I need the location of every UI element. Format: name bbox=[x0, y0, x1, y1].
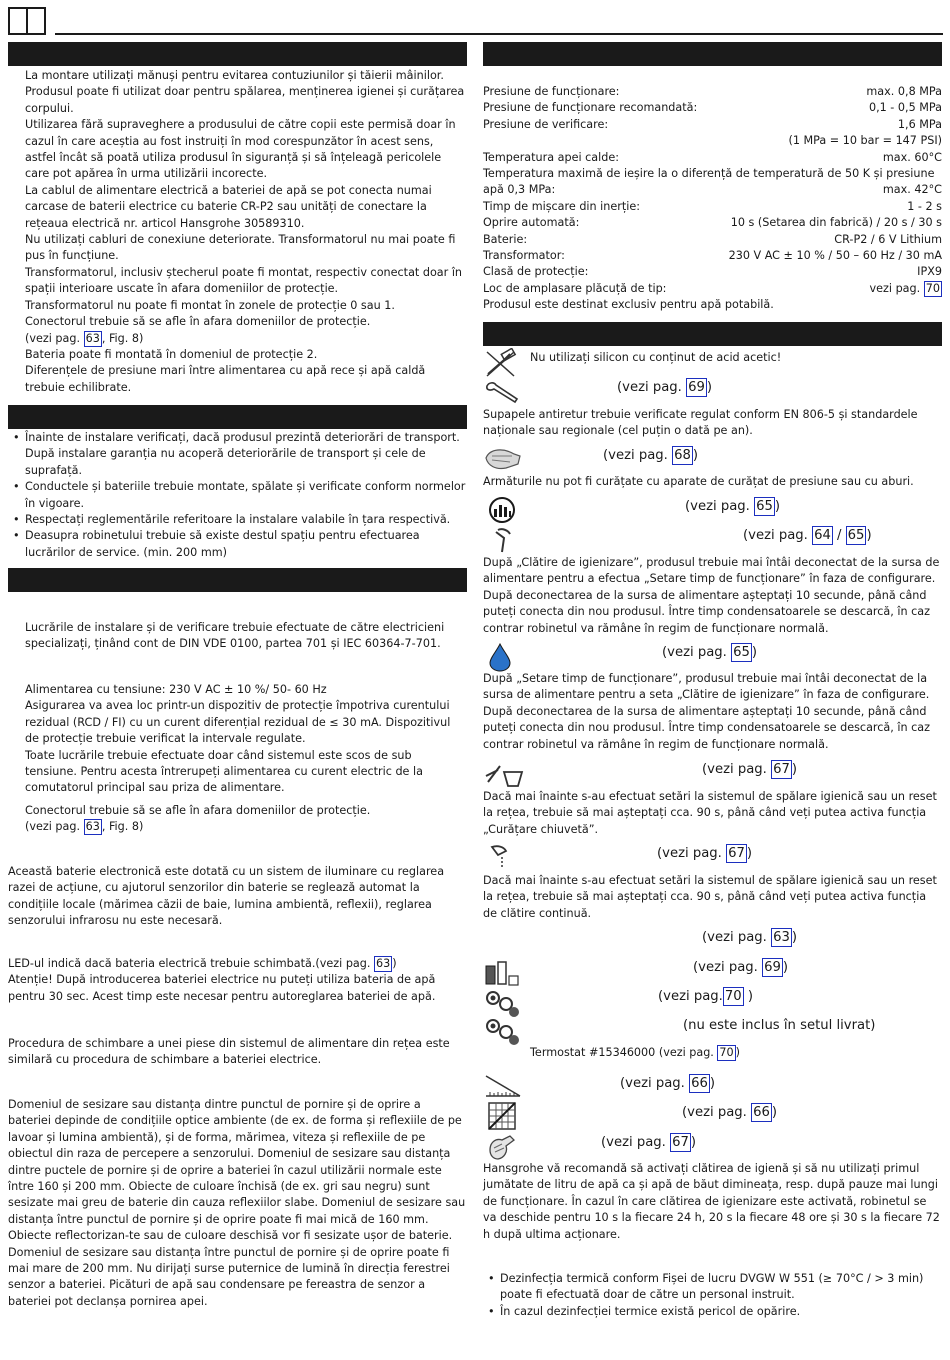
hansgrohe-recommendation: Hansgrohe vă recomandă să activați clătirea de igienă și să nu utilizați primul jumătate de litru de apă ca și apă de băut dimineața, resp. după pauze mai lungi de funcționare. În cazul în care clătirea de igienizare este activată, robinetul se va deschide pentru 10 s la fiecare 24 h, 20 s la fiecare 48 ore și 30 s la fiecare 72 h după ultima acționare. bbox=[483, 1162, 940, 1241]
safety-line: Produsul poate fi utilizat doar pentru spălarea, menținerea igienei și curățarea corpului. bbox=[25, 85, 465, 115]
page-link[interactable]: 63 bbox=[773, 930, 790, 945]
safety-line: Conectorul trebuie să se afle în afara domeniilor de protecție. bbox=[25, 315, 371, 329]
silicone-gun-icon bbox=[484, 348, 518, 378]
sensor-range-icon bbox=[484, 1074, 522, 1098]
page-link[interactable]: 67 bbox=[672, 1135, 689, 1150]
page-link[interactable]: 65 bbox=[756, 499, 773, 514]
page-ref-sink: (vezi pag. 67 ) bbox=[702, 762, 797, 777]
page-ref-b: (vezi pag. 69 ) bbox=[693, 960, 788, 975]
spec-row: Timp de mișcare din inerție: 1 - 2 s bbox=[483, 199, 942, 213]
safety-line: Nu utilizați cabluri de conexiune deteriorate. Transformatorul nu mai poate fi pus în funcțiune. bbox=[25, 233, 456, 263]
spec-row: Transformator: 230 V AC ± 10 % / 50 – 60 Hz / 30 mA bbox=[483, 248, 942, 262]
page-link[interactable]: 66 bbox=[691, 1076, 708, 1091]
spec-row: Presiune de funcționare: max. 0,8 MPa bbox=[483, 85, 942, 98]
fittings-icon bbox=[484, 990, 524, 1018]
safety-line: Utilizarea fără supraveghere a produsului de către copii este permisă doar în cazul în care aceștia au fost instruiți în mod corespunzător în acest sens, astfel încât să poată utiliza produsul în siguranță și să înțeleagă pericolele care pot apărea în urma utilizării incorecte. bbox=[25, 118, 456, 181]
not-included-note: (nu este inclus în setul livrat) bbox=[683, 1018, 876, 1033]
safety-line: Transformatorul nu poate fi montat în zonele de protecție 0 sau 1. bbox=[25, 298, 395, 312]
page-ref-e: (vezi pag. 66 ) bbox=[682, 1105, 777, 1120]
backflow-text: Supapele antiretur trebuie verificate regulat conform EN 806-5 și standardele naționale sau regionale (cel puțin o dată pe an). bbox=[483, 408, 918, 438]
page-link[interactable]: 63 bbox=[376, 957, 391, 970]
page-ref-hygiene: (vezi pag. 65 ) bbox=[685, 499, 780, 514]
page-link[interactable]: 66 bbox=[753, 1105, 770, 1120]
battery-replace-icon bbox=[484, 960, 520, 988]
water-drop-icon bbox=[488, 642, 512, 672]
bullet-item: • Respectați reglementările referitoare la instalare valabile în țara respectivă. bbox=[8, 512, 467, 528]
cleaning-hand-icon bbox=[484, 444, 522, 472]
spec-row: Baterie: CR-P2 / 6 V Lithium bbox=[483, 232, 942, 246]
spec-row-plate: Loc de amplasare plăcuță de tip: vezi pag. 70 bbox=[483, 281, 940, 295]
page-link[interactable]: 67 bbox=[773, 762, 790, 777]
page-link[interactable]: 63 bbox=[85, 331, 100, 345]
electrical-line: Toate lucrările trebuie efectuate doar când sistemul este scos de sub tensiune. Pentru acesta întrerupeți alimentarea cu curent electric de la comutatorul principal sau priza de alimentare. bbox=[25, 748, 423, 795]
drop-text: După „Setare timp de funcționare”, produsul trebuie mai întâi deconectat de la sursa de alimentare pentru a seta „Clătire de igienizare” în faza de configurare. După deconectarea de la sursa de alimentare așteptați 10 secunde, până când puteți conecta din nou produsul. Între timp condensatoarele se descarcă, în caz contrar robinetul va rămâne în regim de funcționare normală. bbox=[483, 672, 931, 751]
page-ref-f: (vezi pag. 67 ) bbox=[601, 1135, 696, 1150]
page-link[interactable]: 65 bbox=[733, 645, 750, 660]
wrench-icon bbox=[484, 380, 520, 404]
section-header-electrical bbox=[8, 568, 467, 592]
open-book-icon bbox=[8, 7, 46, 35]
page-link[interactable]: 70 bbox=[724, 989, 742, 1004]
spec-row: Presiune de funcționare recomandată: 0,1 - 0,5 MPa bbox=[483, 101, 942, 115]
bullet-item: • În cazul dezinfecției termice există pericol de opărire. bbox=[483, 1304, 942, 1320]
page-link[interactable]: 68 bbox=[674, 448, 691, 463]
bullet-item: • Conductele și bateriile trebuie montate, spălate și verificate conform normelor în vigoare. bbox=[8, 479, 467, 512]
page-link[interactable]: 65 bbox=[847, 528, 865, 543]
spec-row: Clasă de protecție: IPX9 bbox=[483, 265, 942, 279]
hand-sensor-icon bbox=[486, 1132, 518, 1162]
header-rule bbox=[55, 33, 943, 35]
faucet-sensor-icon bbox=[492, 526, 514, 554]
safety-instructions bbox=[25, 68, 467, 396]
safety-line: Transformatorul, inclusiv ștecherul poate fi montat, respectiv conectat doar în spații interioare uscate în afara domeniilor de protecție. bbox=[25, 265, 463, 296]
page-ref-d: (vezi pag. 66 ) bbox=[620, 1076, 715, 1091]
safety-line: La cablul de alimentare electrică a bateriei de apă se pot conecta numai carcase de baterii electrice cu baterie CR-P2 sau unități de conectare la rețeaua electrică nr. articol Hansgrohe 30589310. bbox=[25, 183, 432, 230]
runtime-text: După „Clătire de igienizare”, produsul trebuie mai întâi deconectat de la sursa de alimentare pentru a efectua „Setare timp de funcționare” în faza de configurare. După deconectarea de la sursa de alimentare așteptați 10 secunde, până când puteți conecta din nou produsul. Între timp condensatoarele se descarcă, în caz contrar robinetul va rămâne în regim de funcționare normală. bbox=[483, 556, 940, 635]
thermostat-line: Termostat #15346000 (vezi pag. 70 ) bbox=[530, 1046, 741, 1059]
page-ref-a: (vezi pag. 63 ) bbox=[702, 930, 797, 945]
thermostat-fittings-icon bbox=[484, 1018, 524, 1046]
bullet-item: • Înainte de instalare verificați, dacă produsul prezintă deteriorări de transport. După instalare garanția nu acoperă deteriorările de transport și cele de suprafață. bbox=[8, 430, 467, 479]
page-link[interactable]: 69 bbox=[688, 380, 705, 395]
electrical-details bbox=[25, 682, 467, 797]
bullet-item: • Dezinfecția termică conform Fișei de lucru DVGW W 551 (≥ 70°C / > 3 min) poate fi efectuată doar de către un personal instruit. bbox=[483, 1271, 942, 1304]
disinfection-bullets bbox=[483, 1271, 942, 1320]
replace-text: Procedura de schimbare a unei piese din sistemul de alimentare din rețea este similară cu procedura de schimbare a bateriei electrice. bbox=[8, 1037, 450, 1067]
page-link[interactable]: 70 bbox=[719, 1046, 734, 1059]
page-ref-c: (vezi pag. 70 ) bbox=[658, 989, 753, 1004]
electrical-intro: Lucrările de instalare și de verificare trebuie efectuate de către electricieni specializați, ținând cont de DIN VDE 0100, partea 701 și IEC 60364-7-701. bbox=[25, 621, 445, 651]
page-ref-flow: (vezi pag. 67 ) bbox=[657, 846, 752, 861]
flow-text: Dacă mai înainte s-au efectuat setări la sistemul de spălare igienică sau un reset la rețea, trebuie să mai așteptați cca. 90 s, până când veți putea activa funcția de clătire continuă. bbox=[483, 874, 937, 920]
sink-cleaning-icon bbox=[484, 762, 524, 788]
silicone-warning: Nu utilizați silicon cu conținut de acid acetic! bbox=[530, 351, 782, 364]
sensing-text: Domeniul de sesizare sau distanța dintre punctul de pornire și de oprire a bateriei depinde de condițiile optice ambiente (de ex. de forma și reflexiile de pe lavoar și lumina ambientă), și de forma, mărimea, viteza și reflexiile de pe obiectul din raza de percepere a senzorului. Domeniul de sesizare sau distanța dintre puctele de pornire și de oprire a bateriei în cazul utilizării normale este între 160 și 200 mm. Obiecte de culoare închisă (de ex. gri sau negru) sunt sesizate mai greu de baterie din cauza reflexiilor slabe. Domeniul de sesizare sau distanța între punctul de pornire și de oprire poate fi mai mică de 160 mm. Obiecte reflectorizan-te sau de culoare deschisă vor fi sesizate ușor de baterie. Domeniul de sesizare sau distanța între punctul de pornire și de oprire poate fi mai mare de 200 mm. Nu dirijați surse puternice de lumină în direcția ferestrei senzor a bateriei. Picături de apă sau condensare pe fereastra de senzor a bateriei pot declanșa pornirea apei. bbox=[8, 1098, 466, 1308]
page-link[interactable]: 67 bbox=[728, 846, 745, 861]
grid-sensor-icon bbox=[488, 1102, 516, 1130]
technical-specs bbox=[483, 84, 942, 313]
page-link[interactable]: 63 bbox=[85, 820, 100, 834]
safety-line: Bateria poate fi montată în domeniul de protecție 2. bbox=[25, 347, 318, 361]
sink-text: Dacă mai înainte s-au efectuat setări la sistemul de spălare igienică sau un reset la rețea, trebuie să mai așteptați cca. 90 s, până când veți putea activa funcția „Curățare chiuvetă”. bbox=[483, 790, 937, 836]
spec-row-potable: Produsul este destinat exclusiv pentru apă potabilă. bbox=[483, 298, 774, 312]
safety-page-ref: (vezi pag. 63 , Fig. 8) bbox=[25, 331, 144, 345]
page-ref-wrench: (vezi pag. 69 ) bbox=[617, 380, 712, 395]
electrical-connector: Conectorul trebuie să se afle în afara domeniilor de protecție. (vezi pag. 63 , Fig. 8) bbox=[25, 803, 467, 836]
spec-row: Temperatura maximă de ieșire la o diferență de temperatură de 50 K și presiune bbox=[483, 166, 935, 180]
continuous-flow-icon bbox=[488, 843, 512, 871]
led-line: LED-ul indică dacă bateria electrică trebuie schimbată.(vezi pag. 63 ) bbox=[8, 957, 397, 970]
spec-row: (1 MPa = 10 bar = 147 PSI) bbox=[788, 134, 942, 148]
pressure-cleaner-text: Armăturile nu pot fi curățate cu aparate de curățat de presiune sau cu aburi. bbox=[483, 475, 914, 488]
page-ref-runtime: (vezi pag. 64 / 65 ) bbox=[743, 528, 872, 543]
electrical-line: Asigurarea va avea loc printr-un dispozitiv de protecție împotriva curentului rezidual (RCD / FI) cu un curent diferențial rezidual de ≤ 30 mA. Dispozitivul de protecție trebuie verificat la intervale regulate. bbox=[25, 699, 451, 746]
hygiene-rinse-icon bbox=[488, 497, 516, 523]
page-link[interactable]: 64 bbox=[814, 528, 831, 543]
section-header-safety bbox=[8, 42, 467, 66]
spec-row: apă 0,3 MPa: max. 42°C bbox=[483, 183, 942, 197]
safety-line: La montare utilizați mănuși pentru evitarea contuziunilor și tăierii mâinilor. bbox=[25, 69, 444, 82]
battery-text: LED-ul indică dacă bateria electrică trebuie schimbată.(vezi pag. 63 ) Atenție! După introducerea bateriei electrice nu puteți utiliza bateria de apă pentru 30 sec. Acest timp este necesar pentru autoreglarea bateriei de apă. bbox=[8, 956, 467, 1005]
spec-row: Oprire automată: 10 s (Setarea din fabrică) / 20 s / 30 s bbox=[483, 216, 942, 230]
page-ref-cleaning: (vezi pag. 68 ) bbox=[603, 448, 698, 463]
section-header-maintenance bbox=[483, 322, 942, 346]
page-ref-drop: (vezi pag. 65 ) bbox=[662, 645, 757, 660]
electrical-page-ref: (vezi pag. 63 , Fig. 8) bbox=[25, 820, 144, 834]
page-link[interactable]: 69 bbox=[764, 960, 781, 975]
lighting-text: Această baterie electronică este dotată cu un sistem de iluminare cu reglarea razei de acțiune, cu ajutorul senzorilor din baterie se reglează automat la condițiile locale (mărimea căzii de baie, lumina ambientă, reflexii), reglarea senzorului infrarosu nu este necesară. bbox=[8, 865, 445, 928]
electrical-line: Alimentarea cu tensiune: 230 V AC ± 10 %/ 50- 60 Hz bbox=[25, 683, 327, 696]
spec-row: Presiune de verificare: 1,6 MPa bbox=[483, 117, 942, 131]
spec-row: Temperatura apei calde: max. 60°C bbox=[483, 150, 942, 164]
safety-line: Diferențele de presiune mari între alimentarea cu apă rece și apă caldă trebuie echilibrate. bbox=[25, 364, 426, 394]
bullet-item: • Deasupra robinetului trebuie să existe destul spațiu pentru efectuarea lucrărilor de service. (min. 200 mm) bbox=[8, 528, 467, 561]
installation-bullets bbox=[8, 430, 467, 561]
section-header-technical bbox=[483, 42, 942, 66]
page-link[interactable]: 70 bbox=[925, 281, 940, 295]
section-header-installation bbox=[8, 405, 467, 429]
